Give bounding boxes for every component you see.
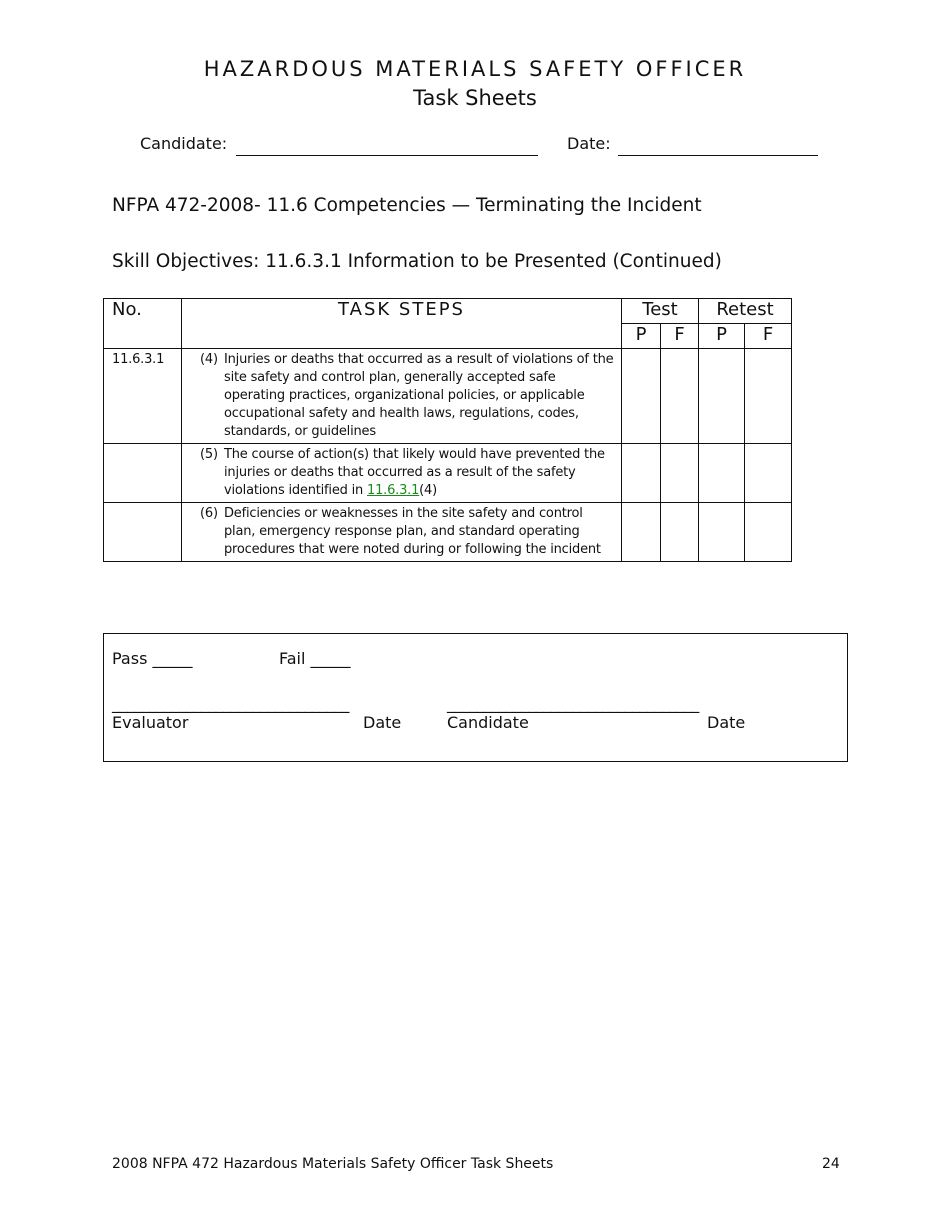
candidate-date-label: Date <box>707 713 746 732</box>
retest-pass-cell[interactable] <box>699 503 745 562</box>
step-text: The course of action(s) that likely would have prevented the injuries or deaths that occurred as a result of the safety violations identified in <box>224 447 605 498</box>
test-pass-cell[interactable] <box>622 444 661 503</box>
test-fail-cell[interactable] <box>661 503 699 562</box>
step-number: (6) <box>200 506 218 521</box>
page-number: 24 <box>822 1156 840 1172</box>
retest-pass-header: P <box>699 324 745 349</box>
evaluator-signature-line[interactable]: ________________________________ <box>112 694 349 713</box>
step-number: (4) <box>200 352 218 367</box>
table-row <box>104 503 792 562</box>
step-text: Deficiencies or weaknesses in the site safety and control plan, emergency response plan, and standard operating procedures that were noted during or following the incident <box>224 506 601 557</box>
test-fail-cell[interactable] <box>661 349 699 444</box>
retest-fail-cell[interactable] <box>745 444 792 503</box>
page-subtitle: Task Sheets <box>413 86 537 110</box>
test-fail-header: F <box>661 324 699 349</box>
retest-pass-cell[interactable] <box>699 349 745 444</box>
evaluator-label: Evaluator <box>112 713 189 732</box>
retest-fail-cell[interactable] <box>745 349 792 444</box>
task-table <box>103 298 792 562</box>
candidate-label: Candidate: <box>140 134 228 153</box>
page-title: HAZARDOUS MATERIALS SAFETY OFFICER <box>203 57 747 81</box>
step-suffix: (4) <box>419 483 437 498</box>
retest-fail-cell[interactable] <box>745 503 792 562</box>
col-retest-header: Retest <box>699 299 792 324</box>
date-field[interactable] <box>618 155 818 156</box>
table-row <box>104 349 792 444</box>
task-step <box>182 503 622 562</box>
footer-text: 2008 NFPA 472 Hazardous Materials Safety Officer Task Sheets <box>112 1156 554 1172</box>
candidate-field[interactable] <box>236 155 538 156</box>
task-step <box>182 444 622 503</box>
reference-link[interactable]: 11.6.3.1 <box>367 483 420 498</box>
col-test-header: Test <box>622 299 699 324</box>
row-number <box>104 503 182 562</box>
pass-field[interactable]: Pass _____ <box>112 649 193 668</box>
objective-heading: Skill Objectives: 11.6.3.1 Information to be Presented (Continued) <box>112 251 722 272</box>
row-number <box>104 444 182 503</box>
candidate-label-sign: Candidate <box>447 713 529 732</box>
table-row <box>104 444 792 503</box>
retest-fail-header: F <box>745 324 792 349</box>
test-pass-cell[interactable] <box>622 349 661 444</box>
retest-pass-cell[interactable] <box>699 444 745 503</box>
step-text: Injuries or deaths that occurred as a result of violations of the site safety and control plan, generally accepted safe operating practices, organizational policies, or applicable occupational safety and health laws, regulations, codes, standards, or guidelines <box>224 352 614 439</box>
col-no-header: No. <box>104 299 182 349</box>
task-step <box>182 349 622 444</box>
result-box <box>103 633 848 762</box>
test-pass-cell[interactable] <box>622 503 661 562</box>
competency-heading: NFPA 472-2008- 11.6 Competencies — Terminating the Incident <box>112 195 702 216</box>
candidate-signature-line[interactable]: __________________________________ <box>447 694 699 713</box>
test-pass-header: P <box>622 324 661 349</box>
step-number: (5) <box>200 447 218 462</box>
test-fail-cell[interactable] <box>661 444 699 503</box>
col-steps-header: TASK STEPS <box>182 299 622 349</box>
row-number: 11.6.3.1 <box>104 349 182 444</box>
date-label: Date: <box>567 134 611 153</box>
fail-field[interactable]: Fail _____ <box>279 649 351 668</box>
evaluator-date-label: Date <box>363 713 402 732</box>
